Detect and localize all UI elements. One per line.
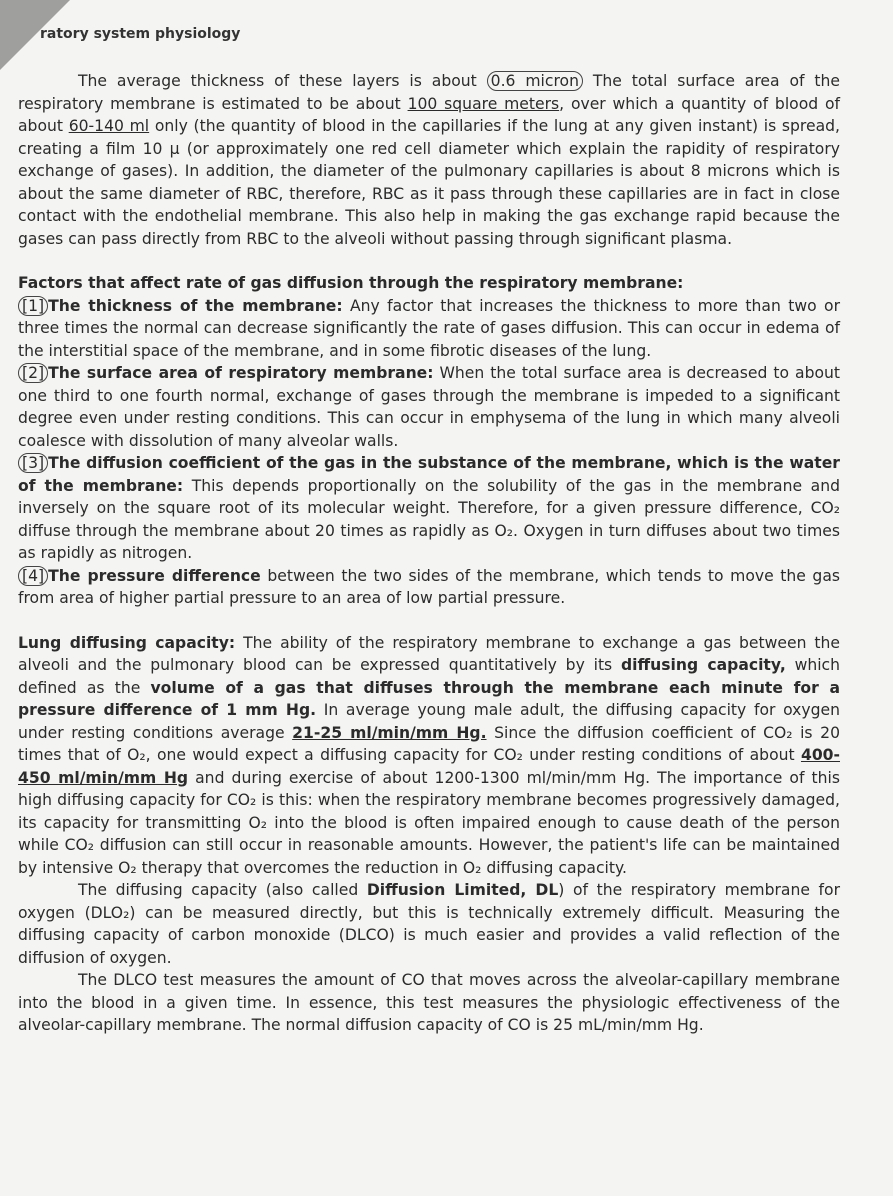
dl-term: Diffusion Limited, DL xyxy=(366,881,559,899)
factor-text: Any factor that increases the thickness to more than two or three times the normal can decrease significantly the rate of gases diffusion. This can occur in edema of the interstitial space of the membrane, and in some fibrotic diseases of the lung. xyxy=(18,296,840,360)
factor-2 xyxy=(18,362,840,452)
factor-heading: The thickness of the membrane: xyxy=(48,296,343,315)
factor-3 xyxy=(18,452,840,565)
co2-capacity-value: 400-450 ml/min/mm Hg xyxy=(18,746,840,787)
paragraph-dlco: The DLCO test measures the amount of CO that moves across the alveolar-capillary membrane into the blood in a given time. In essence, this test measures the physiologic effectiveness of the alveolar-capillary membrane. The normal diffusion capacity of CO is 25 mL/min/mm Hg. xyxy=(18,971,840,1034)
factors-title: Factors that affect rate of gas diffusion through the respiratory membrane: xyxy=(18,274,684,292)
factor-text: between the two sides of the membrane, which tends to move the gas from area of higher partial pressure to an area of low partial pressure. xyxy=(18,566,840,607)
factor-heading: The surface area of respiratory membrane: xyxy=(48,364,434,382)
factor-number: [4] xyxy=(18,566,48,586)
factor-4 xyxy=(18,565,840,610)
factor-text: When the total surface area is decreased to about one third to one fourth normal, exchange of gases through the membrane is impeded to a significant degree even under resting conditions. This can occur in emphysema of the lung in which many alveoli coalesce with dissolution of many alveolar walls. xyxy=(18,364,841,450)
document-body xyxy=(18,70,840,1037)
capacity-heading: Lung diffusing capacity: xyxy=(18,633,236,652)
factor-number: [1] xyxy=(18,296,48,316)
blood-value: 60-140 ml xyxy=(68,117,150,135)
page-header: ratory system physiology xyxy=(40,26,241,42)
factor-heading: The diffusion coefficient of the gas in the substance of the membrane, which is the water of the membrane: xyxy=(18,454,840,495)
factor-number: [2] xyxy=(18,363,48,383)
paragraph-membrane-thickness: The average thickness of these layers is about 0.6 micron The total surface area of the respiratory membrane is estimated to be about 100 square meters, over which a quantity of blood of about 60-140 ml only (the quantity of blood in the capillaries if the lung at any given instant) is spread, creating a film 10 µ (or approximately one red cell diameter which explain the rapidity of respiratory exchange of gases). In addition, the diameter of the pulmonary capillaries is about 8 microns which is about the same diameter of RBC, therefore, RBC as it pass through these capillaries are in fact in close contact with the endothelial membrane. This also help in making the gas exchange rapid because the gases can pass directly from RBC to the alveoli without passing through significant plasma. xyxy=(18,72,840,248)
factor-1 xyxy=(18,295,840,363)
factor-number: [3] xyxy=(18,453,48,473)
paragraph-dl: The diffusing capacity (also called Diffusion Limited, DL) of the respiratory membrane for oxygen (DLO₂) can be measured directly, but this is technically extremely difficult. Measuring the diffusing capacity of carbon monoxide (DLCO) is much easier and provides a valid reflection of the diffusion of oxygen. xyxy=(18,881,840,967)
capacity-definition: volume of a gas that diffuses through the membrane each minute for a pressure difference of 1 mm Hg. xyxy=(18,678,840,719)
spacer xyxy=(18,610,840,632)
area-value: 100 square meters xyxy=(407,94,560,113)
factor-text: This depends proportionally on the solubility of the gas in the membrane and inversely on the square root of its molecular weight. Therefore, for a given pressure difference, CO₂ diffuse through the membrane about 20 times as rapidly as O₂. Oxygen in turn diffuses about two times as rapidly as nitrogen. xyxy=(18,476,840,562)
capacity-term: diffusing capacity, xyxy=(620,656,786,674)
o2-capacity-value: 21-25 ml/min/mm Hg. xyxy=(292,723,487,742)
thickness-value: 0.6 micron xyxy=(487,71,583,91)
factor-heading: The pressure difference xyxy=(48,566,261,585)
paragraph-diffusing-capacity: Lung diffusing capacity: The ability of the respiratory membrane to exchange a gas between the alveoli and the pulmonary blood can be expressed quantitatively by its diffusing capacity, which defined as the volume of a gas that diffuses through the membrane each minute for a pressure difference of 1 mm Hg. In average young male adult, the diffusing capacity for oxygen under resting conditions average 21-25 ml/min/mm Hg. Since the diffusion coefficient of CO₂ is 20 times that of O₂, one would expect a diffusing capacity for CO₂ under resting conditions of about 400-450 ml/min/mm Hg and during exercise of about 1200-1300 ml/min/mm Hg. The importance of this high diffusing capacity for CO₂ is this: when the respiratory membrane becomes progressively damaged, its capacity for transmitting O₂ into the blood is often impaired enough to cause death of the person while CO₂ diffusion can still occur in reasonable amounts. However, the patient's life can be maintained by intensive O₂ therapy that overcomes the reduction in O₂ diffusing capacity. xyxy=(18,633,841,877)
